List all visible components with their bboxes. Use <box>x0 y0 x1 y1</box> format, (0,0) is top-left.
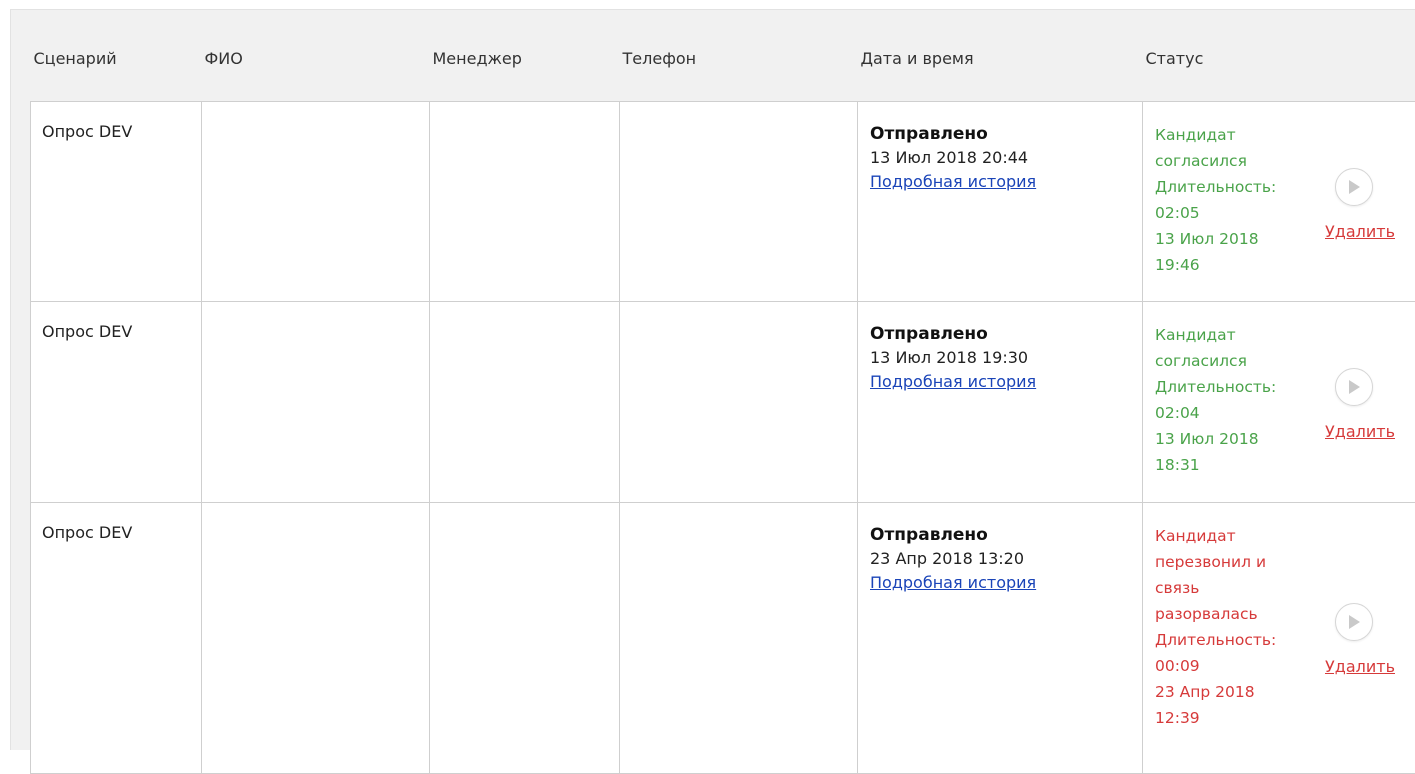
table-row <box>31 302 1415 503</box>
sent-date: 13 Июл 2018 19:30 <box>870 346 1130 370</box>
cell-status <box>1143 102 1415 302</box>
play-icon <box>1347 179 1361 195</box>
col-header-manager: Менеджер <box>430 37 620 102</box>
history-link[interactable]: Подробная история <box>870 370 1130 394</box>
cell-scenario: Опрос DEV <box>31 102 202 302</box>
play-icon <box>1347 379 1361 395</box>
table-row <box>31 503 1415 774</box>
play-recording-button[interactable] <box>1335 168 1373 206</box>
play-recording-button[interactable] <box>1335 603 1373 641</box>
delete-link[interactable]: Удалить <box>1325 422 1395 441</box>
history-link[interactable]: Подробная история <box>870 571 1130 595</box>
status-text: Кандидат согласился Длительность: 02:05 13 Июл 2018 19:46 <box>1155 122 1295 278</box>
col-header-status: Статус <box>1143 37 1415 102</box>
cell-manager <box>430 503 620 774</box>
cell-fio <box>202 503 430 774</box>
status-text: Кандидат перезвонил и связь разорвалась Длительность: 00:09 23 Апр 2018 12:39 <box>1155 523 1295 731</box>
cell-scenario: Опрос DEV <box>31 302 202 503</box>
sent-label: Отправлено <box>870 523 1130 547</box>
cell-fio <box>202 102 430 302</box>
sent-label: Отправлено <box>870 122 1130 146</box>
cell-fio <box>202 302 430 503</box>
cell-datetime <box>858 102 1143 302</box>
col-header-scenario: Сценарий <box>31 37 202 102</box>
col-header-fio: ФИО <box>202 37 430 102</box>
cell-phone <box>620 503 858 774</box>
cell-status <box>1143 503 1415 774</box>
sent-date: 13 Июл 2018 20:44 <box>870 146 1130 170</box>
sent-date: 23 Апр 2018 13:20 <box>870 547 1130 571</box>
cell-scenario: Опрос DEV <box>31 503 202 774</box>
delete-link[interactable]: Удалить <box>1325 222 1395 241</box>
cell-manager <box>430 102 620 302</box>
sent-label: Отправлено <box>870 322 1130 346</box>
col-header-datetime: Дата и время <box>858 37 1143 102</box>
col-header-phone: Телефон <box>620 37 858 102</box>
cell-phone <box>620 102 858 302</box>
cell-datetime <box>858 302 1143 503</box>
calls-table <box>30 37 1415 774</box>
table-header-row <box>31 37 1415 102</box>
cell-status <box>1143 302 1415 503</box>
cell-phone <box>620 302 858 503</box>
play-recording-button[interactable] <box>1335 368 1373 406</box>
play-icon <box>1347 614 1361 630</box>
history-link[interactable]: Подробная история <box>870 170 1130 194</box>
cell-manager <box>430 302 620 503</box>
table-row <box>31 102 1415 302</box>
cell-datetime <box>858 503 1143 774</box>
status-text: Кандидат согласился Длительность: 02:04 13 Июл 2018 18:31 <box>1155 322 1295 478</box>
delete-link[interactable]: Удалить <box>1325 657 1395 676</box>
